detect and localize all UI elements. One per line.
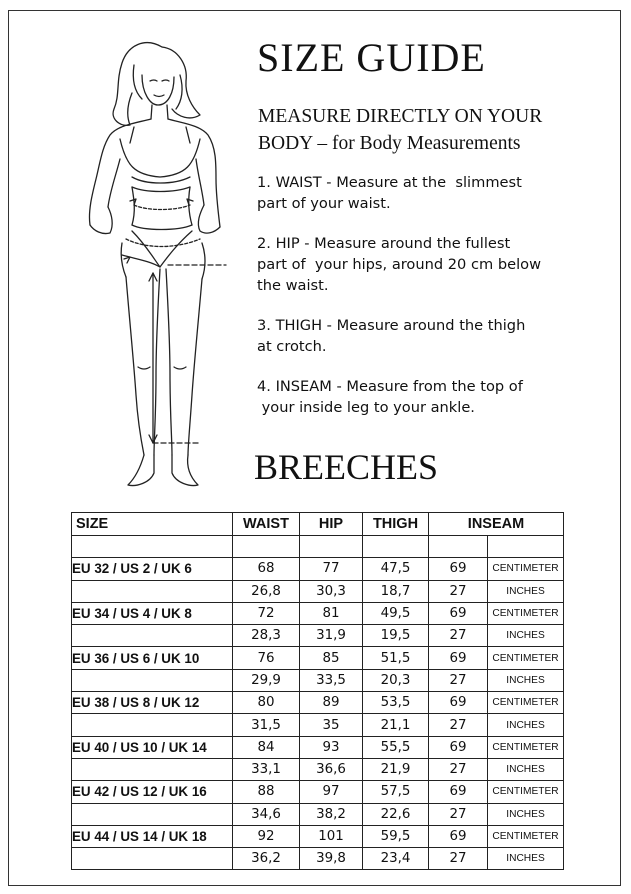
thigh-value-cell: 57,5	[363, 781, 429, 803]
table-header-row	[72, 513, 564, 536]
inseam-value-cell: 27	[429, 848, 488, 870]
page-subtitle: MEASURE DIRECTLY ON YOUR BODY – for Body Measurements	[258, 106, 543, 154]
inseam-value-cell: 69	[429, 558, 488, 580]
table-row-centimeter	[72, 692, 564, 714]
size-label-cell: EU 32 / US 2 / UK 6	[72, 558, 233, 580]
hip-value-cell: 89	[300, 692, 363, 714]
inseam-value-cell: 27	[429, 803, 488, 825]
hip-value-cell: 33,5	[300, 669, 363, 691]
thigh-value-cell: 23,4	[363, 848, 429, 870]
column-header-size: SIZE	[72, 513, 233, 536]
waist-value-cell: 92	[233, 825, 300, 847]
waist-value-cell: 36,2	[233, 848, 300, 870]
instruction-inseam: 4. INSEAM - Measure from the top of your inside leg to your ankle.	[257, 378, 523, 416]
inseam-value-cell: 69	[429, 825, 488, 847]
inseam-value-cell: 27	[429, 714, 488, 736]
hip-value-cell: 85	[300, 647, 363, 669]
waist-value-cell: 28,3	[233, 625, 300, 647]
hip-value-cell: 81	[300, 602, 363, 624]
size-label-cell	[72, 625, 233, 647]
size-table	[71, 512, 564, 870]
inseam-value-cell: 27	[429, 625, 488, 647]
unit-cell: CENTIMETER	[488, 602, 564, 624]
inseam-value-cell: 27	[429, 669, 488, 691]
hip-value-cell: 97	[300, 781, 363, 803]
thigh-value-cell: 51,5	[363, 647, 429, 669]
waist-value-cell: 31,5	[233, 714, 300, 736]
thigh-value-cell: 47,5	[363, 558, 429, 580]
size-label-cell	[72, 669, 233, 691]
size-label-cell	[72, 580, 233, 602]
hip-value-cell: 35	[300, 714, 363, 736]
unit-cell: CENTIMETER	[488, 647, 564, 669]
table-spacer-row	[72, 536, 564, 558]
waist-value-cell: 68	[233, 558, 300, 580]
hip-value-cell: 101	[300, 825, 363, 847]
table-row-inches	[72, 803, 564, 825]
thigh-value-cell: 21,9	[363, 758, 429, 780]
table-cell	[233, 536, 300, 558]
table-cell	[429, 536, 488, 558]
table-row-inches	[72, 714, 564, 736]
hip-value-cell: 38,2	[300, 803, 363, 825]
unit-cell: INCHES	[488, 803, 564, 825]
table-row-inches	[72, 758, 564, 780]
table-body	[72, 536, 564, 870]
unit-cell: CENTIMETER	[488, 558, 564, 580]
column-header-waist: WAIST	[233, 513, 300, 536]
table-row-centimeter	[72, 647, 564, 669]
inseam-value-cell: 27	[429, 758, 488, 780]
unit-cell: INCHES	[488, 848, 564, 870]
table-row-inches	[72, 580, 564, 602]
inseam-value-cell: 69	[429, 692, 488, 714]
inseam-value-cell: 69	[429, 781, 488, 803]
hip-value-cell: 36,6	[300, 758, 363, 780]
thigh-value-cell: 19,5	[363, 625, 429, 647]
column-header-inseam: INSEAM	[429, 513, 564, 536]
size-label-cell: EU 42 / US 12 / UK 16	[72, 781, 233, 803]
thigh-value-cell: 49,5	[363, 602, 429, 624]
section-title-breeches: BREECHES	[254, 447, 439, 487]
table-row-centimeter	[72, 736, 564, 758]
hip-value-cell: 30,3	[300, 580, 363, 602]
table-cell	[488, 536, 564, 558]
thigh-value-cell: 21,1	[363, 714, 429, 736]
inseam-value-cell: 69	[429, 736, 488, 758]
instruction-hip: 2. HIP - Measure around the fullest part of your hips, around 20 cm below the waist.	[257, 235, 542, 294]
waist-value-cell: 76	[233, 647, 300, 669]
inseam-value-cell: 69	[429, 647, 488, 669]
table-row-centimeter	[72, 825, 564, 847]
table-row-centimeter	[72, 602, 564, 624]
thigh-value-cell: 20,3	[363, 669, 429, 691]
waist-value-cell: 88	[233, 781, 300, 803]
table-row-centimeter	[72, 781, 564, 803]
waist-value-cell: 29,9	[233, 669, 300, 691]
table-row-centimeter	[72, 558, 564, 580]
waist-value-cell: 72	[233, 602, 300, 624]
size-label-cell: EU 34 / US 4 / UK 8	[72, 602, 233, 624]
waist-value-cell: 34,6	[233, 803, 300, 825]
waist-value-cell: 84	[233, 736, 300, 758]
inseam-value-cell: 69	[429, 602, 488, 624]
size-label-cell	[72, 803, 233, 825]
hip-value-cell: 93	[300, 736, 363, 758]
thigh-value-cell: 59,5	[363, 825, 429, 847]
page-title: SIZE GUIDE	[257, 35, 486, 80]
table-row-inches	[72, 625, 564, 647]
waist-value-cell: 33,1	[233, 758, 300, 780]
unit-cell: INCHES	[488, 669, 564, 691]
size-label-cell	[72, 758, 233, 780]
size-label-cell: EU 40 / US 10 / UK 14	[72, 736, 233, 758]
size-label-cell: EU 38 / US 8 / UK 12	[72, 692, 233, 714]
thigh-value-cell: 18,7	[363, 580, 429, 602]
unit-cell: CENTIMETER	[488, 825, 564, 847]
thigh-value-cell: 55,5	[363, 736, 429, 758]
thigh-value-cell: 22,6	[363, 803, 429, 825]
unit-cell: INCHES	[488, 625, 564, 647]
unit-cell: CENTIMETER	[488, 692, 564, 714]
column-header-hip: HIP	[300, 513, 363, 536]
measurement-instructions	[257, 172, 592, 437]
unit-cell: INCHES	[488, 580, 564, 602]
unit-cell: INCHES	[488, 758, 564, 780]
instruction-waist: 1. WAIST - Measure at the slimmest part of your waist.	[257, 174, 522, 212]
thigh-value-cell: 53,5	[363, 692, 429, 714]
table-cell	[72, 536, 233, 558]
size-label-cell: EU 44 / US 14 / UK 18	[72, 825, 233, 847]
hip-value-cell: 39,8	[300, 848, 363, 870]
hip-value-cell: 31,9	[300, 625, 363, 647]
unit-cell: INCHES	[488, 714, 564, 736]
instruction-thigh: 3. THIGH - Measure around the thigh at crotch.	[257, 317, 526, 355]
unit-cell: CENTIMETER	[488, 781, 564, 803]
waist-value-cell: 80	[233, 692, 300, 714]
size-label-cell	[72, 714, 233, 736]
table-row-inches	[72, 848, 564, 870]
hip-value-cell: 77	[300, 558, 363, 580]
body-measurement-illustration	[50, 35, 240, 510]
unit-cell: CENTIMETER	[488, 736, 564, 758]
table-cell	[300, 536, 363, 558]
column-header-thigh: THIGH	[363, 513, 429, 536]
waist-value-cell: 26,8	[233, 580, 300, 602]
size-label-cell	[72, 848, 233, 870]
size-label-cell: EU 36 / US 6 / UK 10	[72, 647, 233, 669]
table-cell	[363, 536, 429, 558]
table-row-inches	[72, 669, 564, 691]
inseam-value-cell: 27	[429, 580, 488, 602]
